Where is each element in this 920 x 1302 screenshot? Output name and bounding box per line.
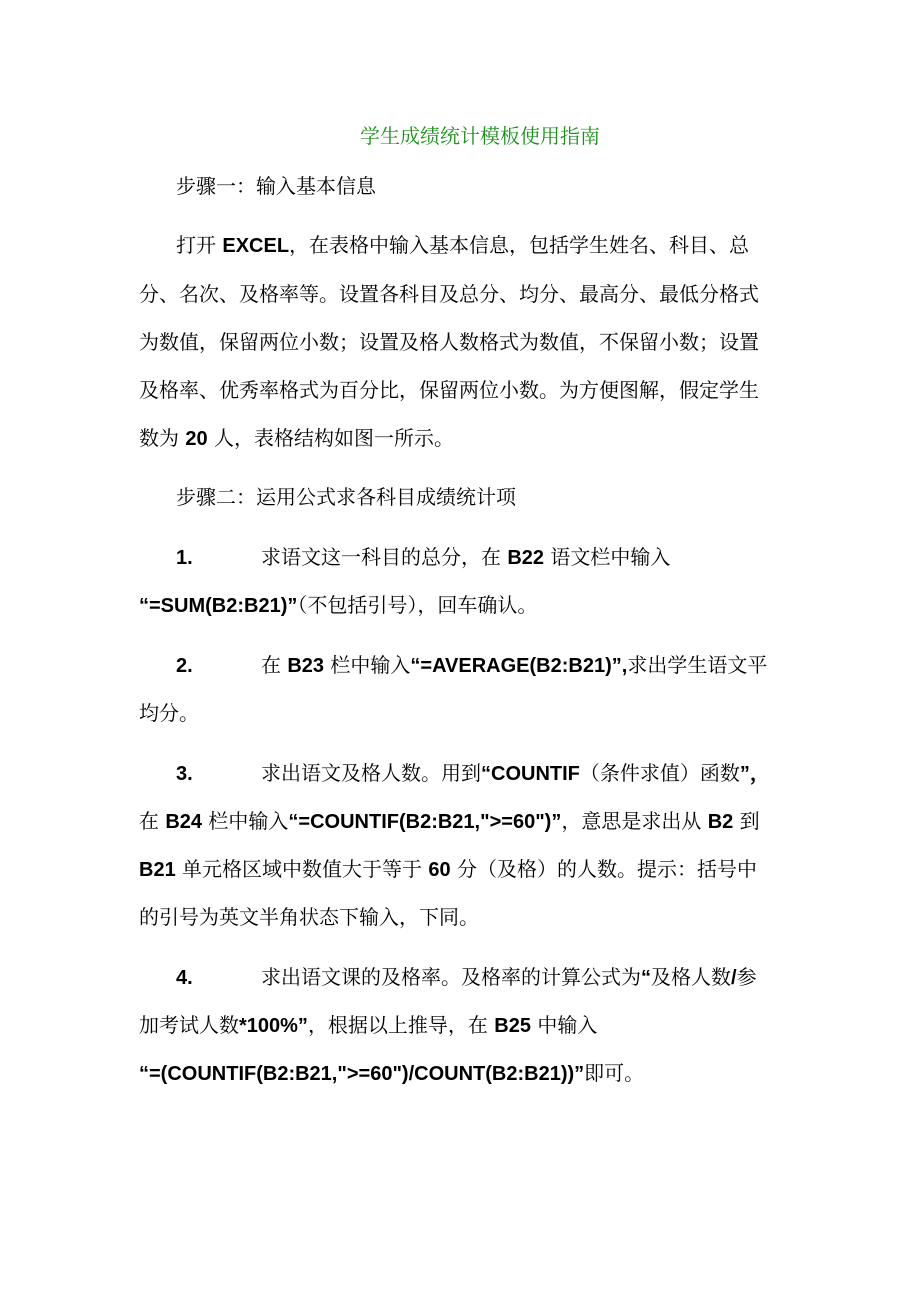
cell-ref: B2 — [707, 811, 734, 833]
list-item — [139, 543, 836, 572]
formula: “=SUM(B2:B21)” — [139, 595, 298, 617]
text-run: 及格人数 — [651, 965, 731, 989]
item-number: 3. — [176, 763, 193, 785]
list-item-line — [139, 807, 799, 836]
text-run: 求出语文课的及格率。及格率的计算公式为 — [261, 965, 641, 989]
text-run: “ — [641, 967, 651, 989]
cell-ref: B21 — [139, 859, 176, 881]
list-item-line: 均分。 — [139, 701, 199, 725]
text-run: 分（及格）的人数。提示：括号中 — [450, 857, 758, 881]
cell-ref: B23 — [287, 655, 325, 677]
text-run: 求语文这一科目的总分，在 — [261, 545, 508, 569]
text-run: 加考试人数 — [139, 1013, 239, 1037]
text-run: 人，表格结构如图一所示。 — [207, 426, 454, 450]
text-run: 参 — [736, 965, 757, 989]
document-title: 学生成绩统计模板使用指南 — [360, 124, 600, 148]
text-run: 单元格区域中数值大于等于 — [175, 857, 429, 881]
list-item — [139, 759, 836, 788]
step1-paragraph-line — [139, 424, 799, 453]
excel-term: EXCEL — [222, 235, 290, 257]
step1-paragraph-line: 分、名次、及格率等。设置各科目及总分、均分、最高分、最低分格式 — [139, 282, 759, 306]
item-number: 4. — [176, 967, 193, 989]
step1-paragraph-line: 为数值，保留两位小数；设置及格人数格式为数值，不保留小数；设置 — [139, 330, 759, 354]
text-run: 打开 — [176, 233, 223, 257]
text-run: 在 — [139, 809, 166, 833]
cell-ref: B24 — [165, 811, 203, 833]
text-run: 中输入 — [531, 1013, 598, 1037]
item-number: 2. — [176, 655, 193, 677]
formula-fragment: *100%” — [239, 1015, 308, 1037]
list-item — [139, 651, 836, 680]
text-run: 在 — [261, 653, 288, 677]
function-name: “COUNTIF — [481, 763, 580, 785]
cell-ref: B25 — [494, 1015, 531, 1037]
item-number: 1. — [176, 547, 193, 569]
text-run: （不包括引号），回车确认。 — [297, 593, 538, 617]
list-item-line — [139, 1011, 799, 1040]
step1-paragraph-line: 及格率、优秀率格式为百分比，保留两位小数。为方便图解，假定学生 — [139, 378, 759, 402]
text-run: 语文栏中输入 — [544, 545, 671, 569]
formula: “=(COUNTIF(B2:B21,">=60")/COUNT(B2:B21))” — [139, 1063, 585, 1085]
cell-ref: B22 — [507, 547, 545, 569]
score-value: 60 — [428, 859, 451, 881]
text-run: ，根据以上推导，在 — [307, 1013, 495, 1037]
text-run: 求出语文及格人数。用到 — [261, 761, 481, 785]
text-run: ，在表格中输入基本信息，包括学生姓名、科目、总 — [289, 233, 750, 257]
text-run: 即可。 — [584, 1061, 645, 1085]
text-run: 栏中输入 — [324, 653, 411, 677]
text-run: ，意思是求出从 — [561, 809, 708, 833]
step2-heading: 步骤二：运用公式求各科目成绩统计项 — [176, 485, 516, 509]
list-item-line: 的引号为英文半角状态下输入，下同。 — [139, 905, 479, 929]
student-count: 20 — [185, 428, 208, 450]
formula: “=COUNTIF(B2:B21,">=60")” — [288, 811, 562, 833]
list-item-line — [139, 1059, 799, 1088]
text-run: 求出学生语文平 — [627, 653, 768, 677]
step1-paragraph-line — [139, 231, 836, 260]
step1-heading: 步骤一：输入基本信息 — [176, 174, 376, 198]
list-item — [139, 963, 836, 992]
text-run: 到 — [733, 809, 760, 833]
list-item-line — [139, 591, 799, 620]
text-run: 数为 — [139, 426, 186, 450]
text-run: ”， — [739, 763, 770, 785]
list-item-line — [139, 855, 799, 884]
text-run: （条件求值）函数 — [579, 761, 740, 785]
text-run: 栏中输入 — [202, 809, 289, 833]
formula: “=AVERAGE(B2:B21)”, — [410, 655, 628, 677]
text-run: / — [731, 967, 737, 989]
